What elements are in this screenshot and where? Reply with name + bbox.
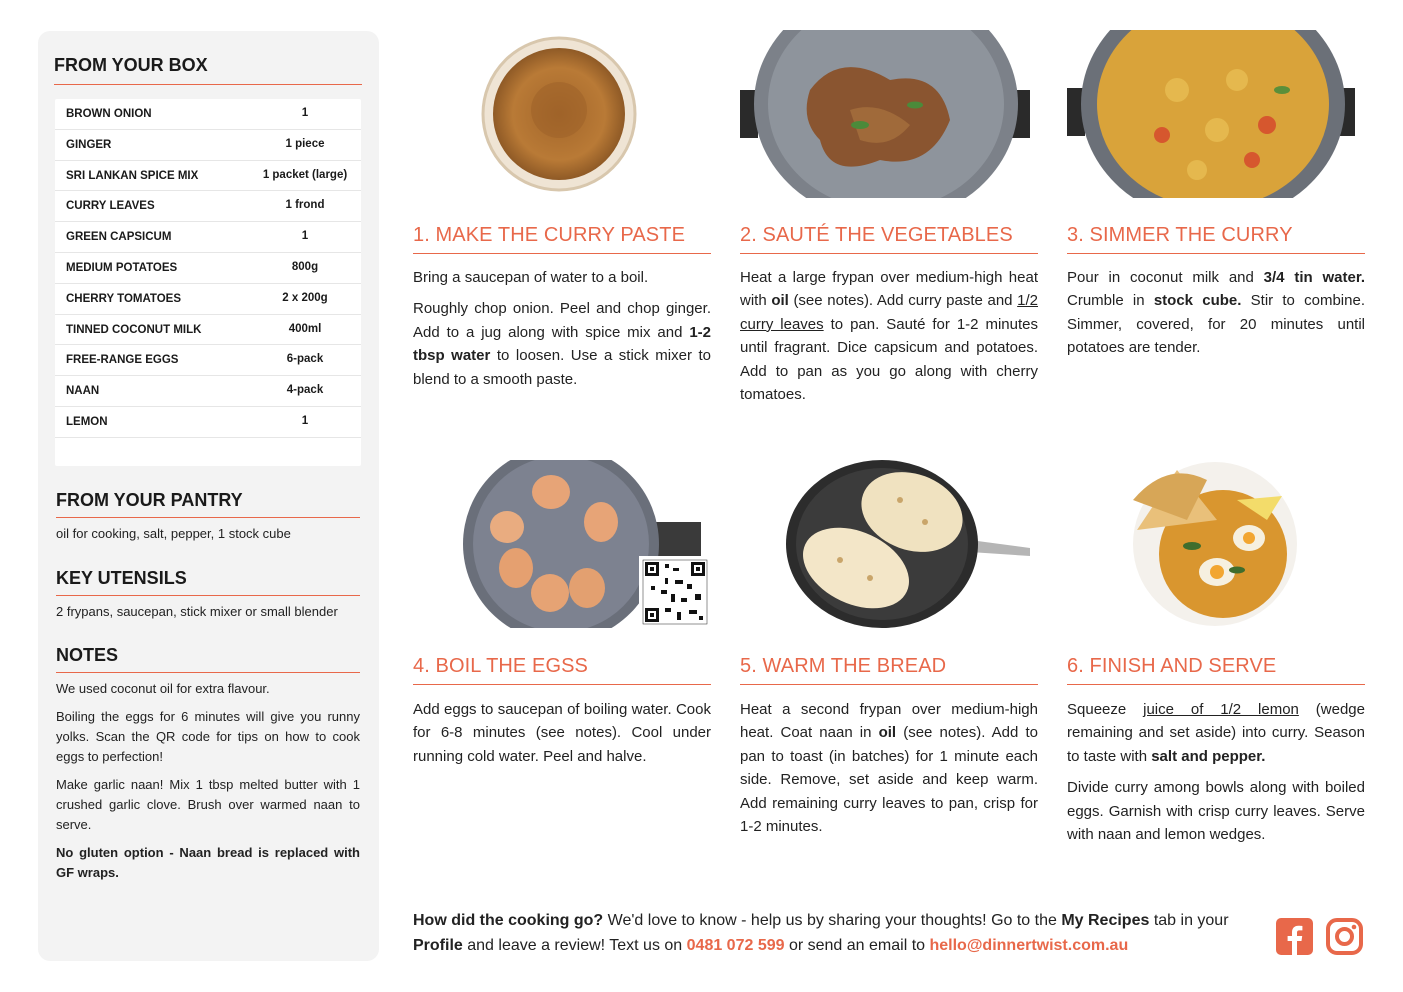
ingredients-table <box>55 99 361 466</box>
ingredient-row <box>55 284 361 315</box>
step-6-text <box>1067 698 1365 768</box>
ingredient-qty: 1 packet (large) <box>262 168 348 181</box>
ingredients-sidebar <box>38 31 379 961</box>
qr-code-icon <box>639 556 711 628</box>
ingredient-qty: 1 piece <box>285 137 325 150</box>
text-run: Stir to combine. Simmer, covered, for 20 minutes until potatoes are tender. <box>1067 292 1365 357</box>
text-run-bold: 1-2 tbsp water <box>413 323 711 365</box>
notes-title: NOTES <box>56 645 360 673</box>
step-2-title: 2. SAUTÉ THE VEGETABLES <box>740 224 1038 254</box>
ingredient-name: CHERRY TOMATOES <box>66 292 182 305</box>
warm-bread-image <box>740 460 1038 628</box>
text-run: to pan. Sauté for 1-2 minutes until fragrant. Dice capsicum and potatoes. Add to pan as you go along with cherry tomatoes. <box>740 315 1038 404</box>
note-item: Boiling the eggs for 6 minutes will give you runny yolks. Scan the QR code for tips on how to cook eggs to perfection! <box>56 709 360 764</box>
ingredient-qty: 1 frond <box>285 199 325 212</box>
note-item: We used coconut oil for extra flavour. <box>56 681 270 696</box>
text-run: Roughly chop onion. Peel and chop ginger. Add to a jug along with spice mix and <box>413 300 711 341</box>
ingredient-row <box>55 376 361 407</box>
text-run-bold: 3/4 tin water. <box>1263 269 1366 286</box>
step-6-text-2: Divide curry among bowls along with boiled eggs. Garnish with crisp curry leaves. Serve with naan and lemon wedges. <box>1067 779 1365 844</box>
feedback-footer <box>413 908 1263 958</box>
step-5-title: 5. WARM THE BREAD <box>740 655 1038 685</box>
step-5-text <box>740 698 1038 838</box>
step-5-body <box>740 698 1038 846</box>
ingredient-qty: 6-pack <box>286 353 324 366</box>
text-run-underlined: 1/2 curry leaves <box>740 292 1039 333</box>
text-run-underlined: juice of 1/2 lemon <box>1143 701 1299 718</box>
ingredient-name: NAAN <box>66 385 100 398</box>
from-your-box-title: FROM YOUR BOX <box>54 55 362 85</box>
ingredient-name: CURRY LEAVES <box>66 200 155 213</box>
text-run: Crumble in <box>1067 292 1154 310</box>
text-run: Pour in coconut milk and <box>1067 269 1264 286</box>
ingredient-row <box>55 407 361 438</box>
step-1-text: Bring a saucepan of water to a boil. <box>413 269 649 286</box>
step-1-title: 1. MAKE THE CURRY PASTE <box>413 224 711 254</box>
ingredient-row <box>55 315 361 346</box>
ingredient-row <box>55 130 361 161</box>
text-run: (see notes). Add to pan to toast (in batches) for 1 minute each side. Remove, set aside and keep warm. Add remaining curry leaves to pan, crisp for 1-2 minutes. <box>740 724 1038 836</box>
ingredient-name: LEMON <box>66 416 108 428</box>
text-run-bold: oil <box>878 724 897 742</box>
ingredient-name: FREE-RANGE EGGS <box>66 354 179 367</box>
ingredient-name: GREEN CAPSICUM <box>66 231 172 244</box>
ingredient-qty: 4-pack <box>286 384 324 397</box>
ingredient-name: GINGER <box>66 138 112 151</box>
utensils-title: KEY UTENSILS <box>56 568 360 596</box>
ingredient-qty: 1 <box>301 415 309 427</box>
ingredient-qty: 800g <box>291 261 319 273</box>
text-run: to loosen. Use a stick mixer to blend to a smooth paste. <box>413 347 711 388</box>
step-3-body <box>1067 266 1365 368</box>
finish-serve-image <box>1067 460 1365 628</box>
ingredient-row <box>55 191 361 222</box>
footer-my-recipes: My Recipes <box>1061 912 1150 929</box>
facebook-icon[interactable] <box>1276 918 1313 955</box>
text-run: (wedge remaining and set aside) into curry. Season to taste with <box>1067 701 1365 765</box>
ingredient-name: MEDIUM POTATOES <box>66 262 178 274</box>
text-run: Heat a large frypan over medium-high heat with <box>740 269 1038 310</box>
footer-question: How did the cooking go? <box>413 912 604 929</box>
utensils-text: 2 frypans, saucepan, stick mixer or small blender <box>56 604 338 619</box>
ingredient-qty: 1 <box>301 230 309 243</box>
step-3-title: 3. SIMMER THE CURRY <box>1067 224 1365 254</box>
footer-text: or send an email to <box>784 937 930 954</box>
footer-profile: Profile <box>413 937 463 954</box>
ingredient-qty: 2 x 200g <box>282 291 328 304</box>
step-6-body <box>1067 698 1365 854</box>
step-2-text <box>740 266 1038 406</box>
step-4-title: 4. BOIL THE EGSS <box>413 655 711 685</box>
ingredient-row <box>55 99 361 130</box>
notes-list <box>56 679 360 891</box>
note-item: Make garlic naan! Mix 1 tbsp melted butter with 1 crushed garlic clove. Brush over warmed naan to serve. <box>56 777 360 832</box>
ingredient-row <box>55 253 361 284</box>
email-link[interactable]: hello@dinnertwist.com.au <box>929 937 1129 954</box>
text-run-bold: stock cube. <box>1153 292 1242 310</box>
boil-eggs-image <box>413 460 711 628</box>
text-run-bold: salt and pepper. <box>1151 747 1266 765</box>
ingredient-name: SRI LANKAN SPICE MIX <box>66 169 199 182</box>
text-run-bold: oil <box>771 292 789 310</box>
note-gluten-free: No gluten option - Naan bread is replaced with GF wraps. <box>56 845 360 880</box>
ingredient-qty: 400ml <box>288 322 322 335</box>
step-2-body <box>740 266 1038 414</box>
footer-text: tab in your <box>1149 912 1229 929</box>
step-4-text: Add eggs to saucepan of boiling water. Cook for 6-8 minutes (see notes). Cool under running cold water. Peel and halve. <box>413 701 711 765</box>
phone-link[interactable]: 0481 072 599 <box>686 937 785 954</box>
simmer-curry-image <box>1067 30 1365 198</box>
saute-vegetables-image <box>740 30 1038 198</box>
step-1-text-2 <box>413 297 711 391</box>
ingredient-row <box>55 222 361 253</box>
footer-text: We'd love to know - help us by sharing your thoughts! Go to the <box>603 912 1062 929</box>
instagram-icon[interactable] <box>1326 918 1363 955</box>
ingredient-row <box>55 161 361 192</box>
footer-text: and leave a review! Text us on <box>462 937 687 954</box>
step-3-text <box>1067 266 1365 360</box>
pantry-title: FROM YOUR PANTRY <box>56 490 360 518</box>
ingredient-name: TINNED COCONUT MILK <box>66 323 202 336</box>
step-6-title: 6. FINISH AND SERVE <box>1067 655 1365 685</box>
ingredient-row <box>55 345 361 376</box>
text-run: Squeeze <box>1067 701 1144 718</box>
step-4-body <box>413 698 711 776</box>
pantry-text: oil for cooking, salt, pepper, 1 stock cube <box>56 526 291 541</box>
ingredient-name: BROWN ONION <box>66 108 152 120</box>
step-1-body <box>413 266 711 399</box>
text-run: (see notes). Add curry paste and <box>788 292 1018 310</box>
text-run: Heat a second frypan over medium-high heat. Coat naan in <box>740 701 1038 742</box>
curry-paste-image <box>413 30 711 198</box>
ingredient-qty: 1 <box>301 107 309 119</box>
